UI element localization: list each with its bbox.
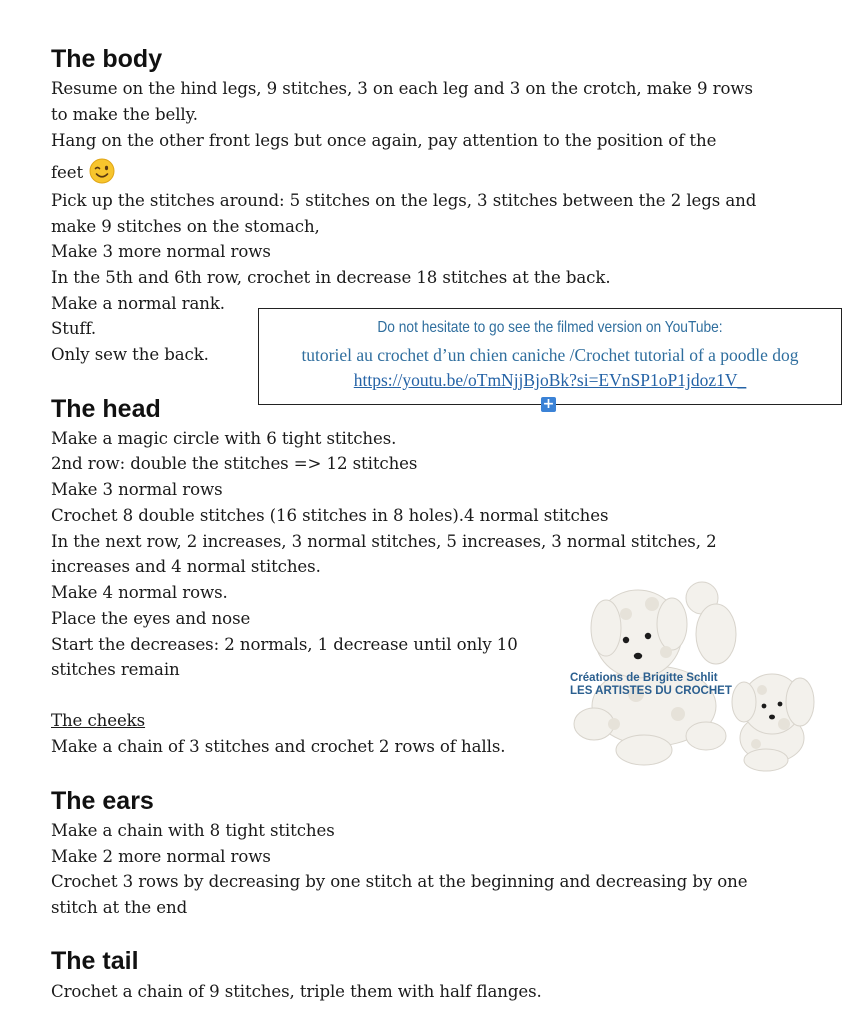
cheeks-line: Make a chain of 3 stitches and crochet 2 rows of halls. (51, 737, 506, 756)
head-line: Make 3 normal rows (51, 480, 223, 499)
ears-line: Crochet 3 rows by decreasing by one stitch at the beginning and decreasing by one (51, 872, 748, 891)
winking-face-icon (89, 158, 115, 184)
heading-the-tail: The tail (51, 947, 139, 975)
body-line: Pick up the stitches around: 5 stitches on the legs, 3 stitches between the 2 legs and (51, 191, 757, 210)
body-line: Resume on the hind legs, 9 stitches, 3 on each leg and 3 on the crotch, make 9 rows (51, 79, 753, 98)
head-line: Make 4 normal rows. (51, 583, 228, 602)
body-line: to make the belly. (51, 105, 198, 124)
ears-line: Make 2 more normal rows (51, 847, 271, 866)
cheeks-subheading: The cheeks (51, 711, 146, 730)
head-line: stitches remain (51, 660, 180, 679)
ears-line: Make a chain with 8 tight stitches (51, 821, 335, 840)
head-line: 2nd row: double the stitches => 12 stitches (51, 454, 418, 473)
plus-icon[interactable]: + (542, 396, 555, 412)
photo-watermark (570, 672, 732, 698)
heading-the-head: The head (51, 395, 161, 423)
head-line: Make a magic circle with 6 tight stitches. (51, 429, 397, 448)
head-line: Place the eyes and nose (51, 609, 251, 628)
head-line: In the next row, 2 increases, 3 normal stitches, 5 increases, 3 normal stitches, 2 (51, 532, 717, 551)
body-line: Hang on the other front legs but once again, pay attention to the position of the (51, 131, 717, 150)
body-line: Make a normal rank. (51, 294, 225, 313)
body-line: In the 5th and 6th row, crochet in decrease 18 stitches at the back. (51, 268, 611, 287)
youtube-link[interactable]: https://youtu.be/oTmNjjBjoBk?si=EVnSP1oP1jdoz1V_ (353, 370, 747, 390)
body-line: make 9 stitches on the stomach, (51, 217, 320, 236)
body-line: feet (51, 163, 84, 182)
heading-the-ears: The ears (51, 787, 154, 815)
callout-intro: Do not hesitate to go see the filmed version on YouTube: (377, 319, 723, 336)
body-line: Stuff. (51, 319, 97, 338)
body-line: Only sew the back. (51, 345, 209, 364)
head-line: Start the decreases: 2 normals, 1 decrease until only 10 (51, 635, 518, 654)
callout-title: tutoriel au crochet d’un chien caniche /Crochet tutorial of a poodle dog (301, 345, 799, 365)
head-line: Crochet 8 double stitches (16 stitches in 8 holes).4 normal stitches (51, 506, 609, 525)
youtube-callout-box (258, 308, 842, 405)
tail-line: Crochet a chain of 9 stitches, triple them with half flanges. (51, 982, 542, 1001)
head-line: increases and 4 normal stitches. (51, 557, 321, 576)
watermark-line: LES ARTISTES DU CROCHET (570, 685, 732, 697)
ears-line: stitch at the end (51, 898, 188, 917)
body-line: Make 3 more normal rows (51, 242, 271, 261)
heading-the-body: The body (51, 45, 163, 73)
watermark-line: Créations de Brigitte Schlit (570, 672, 718, 684)
